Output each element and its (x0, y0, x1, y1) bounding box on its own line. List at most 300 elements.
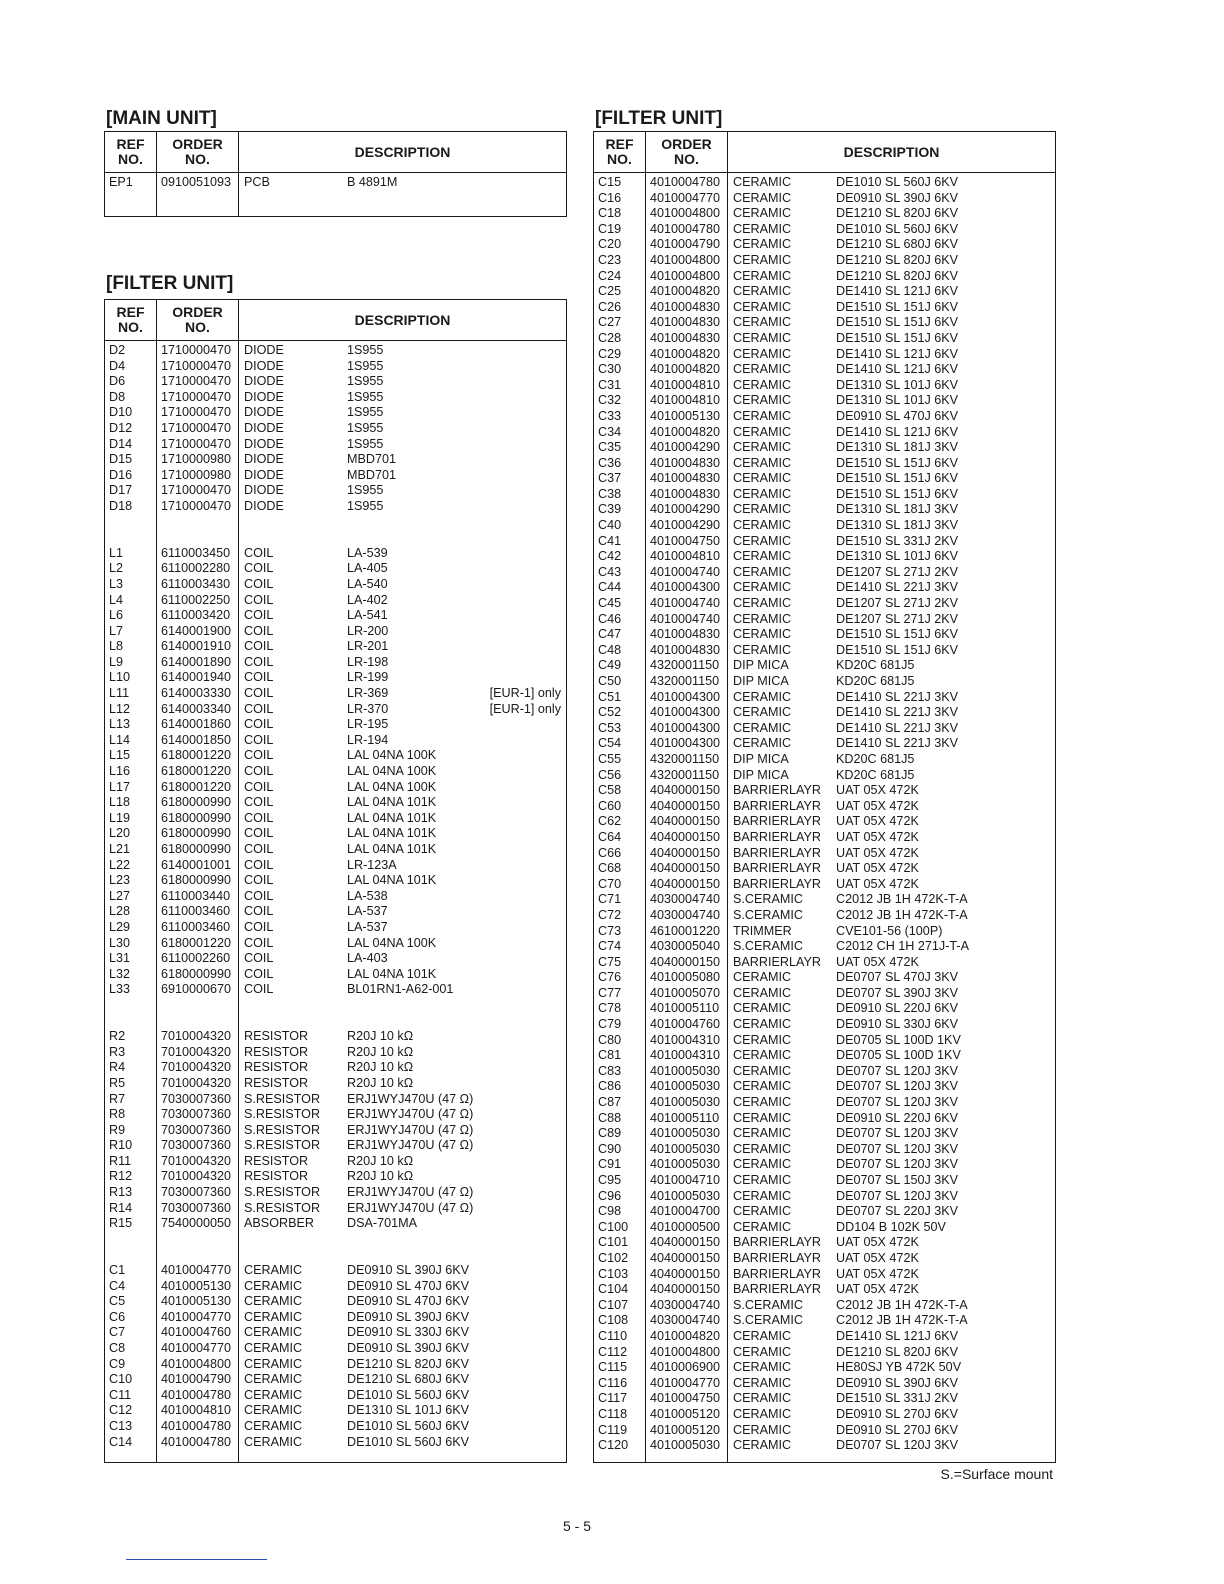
part-value: KD20C 681J5 (836, 658, 915, 673)
part-type: CERAMIC (733, 330, 792, 345)
ref-no-cell: L30 (109, 935, 131, 950)
part-type: CERAMIC (733, 1375, 792, 1390)
ref-no-cell: D17 (109, 483, 133, 498)
description-cell (244, 764, 566, 780)
order-no-cell: 4010005110 (650, 1110, 720, 1125)
ref-no-cell: L4 (109, 592, 124, 607)
part-type: CERAMIC (733, 221, 792, 236)
ref-no-cell: L17 (109, 779, 131, 794)
ref-no-cell: R9 (109, 1122, 126, 1137)
part-type: DIODE (244, 374, 284, 389)
ref-no-cell: D4 (109, 358, 126, 373)
part-value: DE1510 SL 151J 6KV (836, 455, 959, 470)
part-value: DE0910 SL 270J 6KV (836, 1422, 959, 1437)
description-cell (244, 873, 566, 889)
order-no-cell: 6140001940 (161, 670, 232, 685)
part-type: S.RESISTOR (244, 1185, 321, 1200)
part-type: CERAMIC (733, 237, 792, 252)
part-value: DE1510 SL 151J 6KV (836, 299, 959, 314)
ref-no-cell: C9 (109, 1356, 126, 1371)
part-type: CERAMIC (733, 689, 792, 704)
order-no-cell: 7540000050 (161, 1216, 232, 1231)
part-type: CERAMIC (733, 1110, 792, 1125)
order-no-cell: 6140001850 (161, 732, 232, 747)
ref-no-cell: L29 (109, 919, 131, 934)
ref-no-cell: C101 (598, 1235, 629, 1250)
part-type: DIODE (244, 343, 284, 357)
part-type: CERAMIC (733, 362, 792, 377)
part-value: KD20C 681J5 (836, 674, 915, 688)
ref-no-cell: C108 (598, 1313, 629, 1328)
description-cell (733, 456, 1055, 472)
order-no-cell: 7010004320 (161, 1044, 232, 1059)
order-no-cell: 1710000470 (161, 343, 232, 357)
part-value: DE1410 SL 121J 6KV (836, 424, 959, 439)
order-no-cell: 4010005080 (650, 970, 721, 985)
part-type: S.RESISTOR (244, 1091, 321, 1106)
description-cell (733, 1017, 1055, 1033)
ref-no-cell: D16 (109, 467, 133, 482)
part-value: LAL 04NA 101K (347, 826, 437, 841)
ref-no-cell: C72 (598, 907, 622, 922)
ref-no-cell: R4 (109, 1060, 126, 1075)
part-value: BL01RN1-A62-001 (347, 982, 454, 997)
part-type: RESISTOR (244, 1029, 309, 1044)
ref-no-cell: C50 (598, 674, 622, 688)
row-spacer (109, 1247, 156, 1263)
ref-no-cell: C8 (109, 1341, 126, 1355)
ref-no-cell: L23 (109, 873, 131, 888)
part-value: LR-370 (347, 701, 389, 716)
part-type: CERAMIC (733, 1391, 792, 1406)
description-cell (244, 1325, 566, 1341)
ref-no-cell: C116 (598, 1375, 628, 1390)
description-cell (244, 686, 566, 702)
description-cell (733, 1064, 1055, 1080)
part-type: BARRIERLAYR (733, 1282, 821, 1297)
part-type: CERAMIC (244, 1434, 303, 1449)
order-no-cell: 6180001220 (161, 779, 232, 794)
part-type: DIODE (244, 389, 284, 404)
ref-no-cell: C104 (598, 1282, 629, 1297)
ref-no-cell: C39 (598, 502, 622, 517)
order-no-cell: 6180000990 (161, 795, 232, 810)
ref-no-cell: C73 (598, 923, 622, 938)
part-value: 1S955 (347, 420, 384, 435)
part-value: DE0707 SL 150J 3KV (836, 1173, 959, 1187)
part-value: R20J 10 kΩ (347, 1029, 414, 1044)
part-type: CERAMIC (733, 1173, 792, 1187)
part-value: DE0707 SL 220J 3KV (836, 1204, 959, 1219)
version-note: [EUR-1] only (489, 701, 561, 716)
ref-no-cell: L32 (109, 966, 131, 981)
part-type: CERAMIC (733, 627, 792, 642)
part-value: LA-538 (347, 888, 388, 903)
part-type: CERAMIC (733, 549, 792, 564)
table-body (594, 173, 1055, 1463)
part-type: S.CERAMIC (733, 907, 803, 922)
part-value: DE1510 SL 151J 6KV (836, 642, 959, 657)
ref-no-cell: C36 (598, 455, 622, 470)
part-type: COIL (244, 919, 274, 934)
part-value: C2012 CH 1H 271J-T-A (836, 939, 969, 954)
description-cell (733, 1173, 1055, 1189)
part-value: UAT 05X 472K (836, 829, 919, 844)
ref-column (594, 173, 646, 1463)
description-cell (244, 1029, 566, 1045)
part-type: CERAMIC (733, 206, 792, 221)
description-cell (733, 269, 1055, 285)
part-value: DE1510 SL 151J 6KV (836, 486, 959, 501)
order-no-cell: 4010004770 (161, 1341, 232, 1355)
part-type: COIL (244, 795, 274, 810)
part-value: UAT 05X 472K (836, 814, 919, 829)
part-value: LAL 04NA 100K (347, 748, 437, 763)
order-no-cell: 4010004300 (650, 705, 721, 720)
ref-no-cell: L27 (109, 888, 131, 903)
part-value: R20J 10 kΩ (347, 1060, 414, 1075)
order-no-cell: 6180001220 (161, 748, 232, 763)
part-type: BARRIERLAYR (733, 876, 821, 891)
part-type: CERAMIC (733, 518, 792, 533)
part-value: LR-195 (347, 717, 389, 732)
description-cell (733, 830, 1055, 846)
part-value: LAL 04NA 101K (347, 795, 437, 810)
part-value: DE1210 SL 820J 6KV (836, 252, 959, 267)
order-no-cell: 4040000150 (650, 861, 721, 876)
description-cell (244, 795, 566, 811)
order-no-cell: 4030004740 (650, 892, 721, 907)
ref-no-cell: C55 (598, 751, 622, 766)
order-column (157, 173, 239, 217)
part-value: DE1010 SL 560J 6KV (347, 1387, 470, 1402)
ref-no-cell: C1 (109, 1263, 126, 1278)
part-value: DD104 B 102K 50V (836, 1219, 946, 1234)
part-value: DE1410 SL 221J 3KV (836, 736, 959, 751)
description-cell (733, 721, 1055, 737)
ref-no-cell: C75 (598, 954, 622, 969)
part-value: LA-541 (347, 608, 388, 623)
order-no-cell: 4010004300 (650, 689, 721, 704)
ref-no-cell: C41 (598, 533, 622, 548)
ref-no-cell: D2 (109, 343, 126, 357)
part-type: CERAMIC (733, 1001, 792, 1016)
order-no-cell: 7030007360 (161, 1091, 232, 1106)
part-value: DE0707 SL 470J 3KV (836, 970, 959, 985)
order-no-cell: 4040000150 (650, 845, 721, 860)
part-value: UAT 05X 472K (836, 783, 919, 798)
ref-no-cell: C76 (598, 970, 622, 985)
part-type: CERAMIC (733, 1219, 792, 1234)
part-type: COIL (244, 857, 274, 872)
order-no-cell: 7030007360 (161, 1185, 232, 1200)
row-spacer (109, 1232, 156, 1248)
ref-no-cell: C43 (598, 564, 622, 579)
part-value: LA-403 (347, 951, 388, 966)
part-type: CERAMIC (244, 1341, 303, 1355)
description-cell (244, 390, 566, 406)
row-spacer (109, 515, 156, 531)
ref-no-cell: C100 (598, 1219, 629, 1234)
part-type: CERAMIC (733, 377, 792, 392)
part-type: CERAMIC (244, 1356, 303, 1371)
part-value: DE0910 SL 390J 6KV (347, 1341, 470, 1355)
description-cell (244, 733, 566, 749)
part-type: CERAMIC (733, 596, 792, 611)
part-type: CERAMIC (733, 315, 792, 330)
part-value: DE0705 SL 100D 1KV (836, 1032, 961, 1047)
order-no-cell: 4010004810 (650, 377, 721, 392)
part-type: S.CERAMIC (733, 1313, 803, 1328)
ref-no-cell: C83 (598, 1063, 622, 1078)
part-value: DE0707 SL 120J 3KV (836, 1438, 959, 1453)
order-no-cell: 4040000150 (650, 1235, 721, 1250)
ref-no-cell: C51 (598, 689, 622, 704)
description-cell (244, 1294, 566, 1310)
order-no-cell: 6140001001 (161, 857, 232, 872)
part-type: BARRIERLAYR (733, 1266, 821, 1281)
part-value: DE0707 SL 390J 3KV (836, 985, 959, 1000)
description-cell (733, 705, 1055, 721)
description-cell (733, 1423, 1055, 1439)
order-no-cell: 4010004290 (650, 502, 721, 517)
description-cell (733, 612, 1055, 628)
row-spacer (161, 1232, 238, 1248)
part-value: DE1207 SL 271J 2KV (836, 596, 959, 611)
order-no-cell: 4010005030 (650, 1079, 721, 1094)
part-value: ERJ1WYJ470U (47 Ω) (347, 1200, 474, 1215)
ref-no-cell: C11 (109, 1387, 132, 1402)
order-no-cell: 6180001220 (161, 764, 232, 779)
description-cell (244, 1185, 566, 1201)
ref-no-cell: C20 (598, 237, 622, 252)
part-type: CERAMIC (244, 1294, 303, 1309)
description-cell (733, 222, 1055, 238)
order-no-cell: 1710000470 (161, 358, 232, 373)
row-spacer (244, 1247, 566, 1263)
ref-no-cell: D18 (109, 498, 133, 513)
part-type: CERAMIC (733, 1406, 792, 1421)
description-cell (733, 1157, 1055, 1173)
description-cell (733, 674, 1055, 690)
ref-no-cell: R12 (109, 1169, 133, 1184)
description-cell (733, 1267, 1055, 1283)
ref-no-cell: C112 (598, 1344, 628, 1359)
part-value: DE1010 SL 560J 6KV (347, 1434, 470, 1449)
ref-no-cell: C88 (598, 1110, 622, 1125)
part-value: DE1410 SL 221J 3KV (836, 580, 959, 595)
description-cell (244, 670, 566, 686)
order-no-cell: 1710000470 (161, 498, 232, 513)
order-no-cell: 4010004310 (650, 1048, 721, 1063)
part-value: DE1510 SL 331J 2KV (836, 1391, 959, 1406)
description-cell (733, 393, 1055, 409)
description-cell (733, 814, 1055, 830)
description-cell (244, 967, 566, 983)
part-type: DIODE (244, 358, 284, 373)
description-cell (244, 468, 566, 484)
ref-no-cell: C44 (598, 580, 622, 595)
ref-no-cell: L15 (109, 748, 131, 763)
order-no-cell: 6140003340 (161, 701, 232, 716)
ref-no-cell: L33 (109, 982, 131, 997)
part-type: CERAMIC (733, 268, 792, 283)
part-value: DE1410 SL 221J 3KV (836, 720, 959, 735)
description-cell (733, 206, 1055, 222)
table-header (105, 132, 566, 173)
part-value: DE0910 SL 390J 6KV (836, 190, 959, 205)
description-cell (244, 889, 566, 905)
order-no-cell: 4010004790 (161, 1372, 232, 1387)
ref-no-cell: L10 (109, 670, 131, 685)
part-type: COIL (244, 779, 274, 794)
description-cell (244, 780, 566, 796)
part-type: CERAMIC (733, 1344, 792, 1359)
part-value: LR-123A (347, 857, 397, 872)
part-type: CERAMIC (733, 393, 792, 408)
order-no-cell: 6140001900 (161, 623, 232, 638)
description-cell (733, 658, 1055, 674)
ref-no-cell: C86 (598, 1079, 622, 1094)
description-cell (733, 1376, 1055, 1392)
part-value: UAT 05X 472K (836, 845, 919, 860)
part-value: DE0910 SL 470J 6KV (347, 1294, 470, 1309)
part-type: BARRIERLAYR (733, 1250, 821, 1265)
order-no-cell: 6180000990 (161, 966, 232, 981)
description-cell (733, 799, 1055, 815)
description-cell (733, 518, 1055, 534)
description-cell (733, 986, 1055, 1002)
part-value: DE1010 SL 560J 6KV (836, 175, 959, 189)
order-no-cell: 4040000150 (650, 876, 721, 891)
order-no-cell: 7010004320 (161, 1169, 232, 1184)
part-value: R20J 10 kΩ (347, 1153, 414, 1168)
part-value: DE0705 SL 100D 1KV (836, 1048, 961, 1063)
order-no-cell: 4010005070 (650, 985, 721, 1000)
description-cell (733, 331, 1055, 347)
part-type: CERAMIC (244, 1325, 303, 1340)
ref-no-cell: C79 (598, 1017, 622, 1032)
description-cell (244, 374, 566, 390)
description-cell (733, 690, 1055, 706)
description-cell (733, 440, 1055, 456)
part-value: UAT 05X 472K (836, 1266, 919, 1281)
description-cell (244, 359, 566, 375)
order-no-cell: 4010000500 (650, 1219, 721, 1234)
table-body (105, 341, 566, 1463)
part-value: R20J 10 kΩ (347, 1169, 414, 1184)
description-cell (244, 175, 566, 191)
description-cell (733, 939, 1055, 955)
part-value: DE1510 SL 151J 6KV (836, 315, 959, 330)
description-cell (733, 471, 1055, 487)
part-value: DE0707 SL 120J 3KV (836, 1063, 959, 1078)
ref-no-cell: C37 (598, 471, 622, 486)
order-no-cell: 4030005040 (650, 939, 721, 954)
ref-no-cell: C24 (598, 268, 622, 283)
part-type: CERAMIC (733, 455, 792, 470)
part-type: CERAMIC (733, 580, 792, 595)
part-type: CERAMIC (733, 502, 792, 517)
description-cell (733, 1189, 1055, 1205)
part-value: UAT 05X 472K (836, 876, 919, 891)
ref-no-cell: R11 (109, 1153, 132, 1168)
part-value: MBD701 (347, 467, 396, 482)
part-value: LAL 04NA 101K (347, 842, 437, 856)
description-cell (244, 842, 566, 858)
ref-no-cell: L18 (109, 795, 131, 810)
order-no-cell: 4010004770 (161, 1309, 232, 1324)
part-value: DE1510 SL 151J 6KV (836, 471, 959, 486)
description-cell (733, 300, 1055, 316)
part-type: DIODE (244, 436, 284, 451)
description-cell (244, 343, 566, 359)
part-value: ERJ1WYJ470U (47 Ω) (347, 1107, 474, 1122)
order-no-cell: 4010004310 (650, 1032, 721, 1047)
description-cell (733, 596, 1055, 612)
part-type: S.CERAMIC (733, 892, 803, 907)
order-no-cell: 6110003460 (161, 919, 231, 934)
description-cell (244, 452, 566, 468)
order-no-cell: 7010004320 (161, 1029, 232, 1044)
description-cell (244, 1060, 566, 1076)
description-cell (733, 643, 1055, 659)
ref-no-cell: C81 (598, 1048, 622, 1063)
part-value: DE0910 SL 330J 6KV (836, 1017, 959, 1032)
part-type: BARRIERLAYR (733, 954, 821, 969)
order-no-cell: 4030004740 (650, 1313, 721, 1328)
ref-no-cell: L9 (109, 654, 124, 669)
order-no-cell: 4010004820 (650, 1328, 721, 1343)
description-column (239, 341, 566, 1463)
order-no-cell: 4010004800 (650, 252, 721, 267)
ref-no-cell: R2 (109, 1029, 126, 1044)
order-no-cell: 4040000150 (650, 814, 721, 829)
part-value: LAL 04NA 100K (347, 935, 437, 950)
part-type: COIL (244, 951, 274, 966)
order-no-cell: 4040000150 (650, 783, 721, 798)
part-value: DE1410 SL 221J 3KV (836, 705, 959, 720)
part-value: 1S955 (347, 374, 384, 389)
order-no-cell: 1710000470 (161, 483, 232, 498)
ref-no-cell: C87 (598, 1095, 622, 1110)
order-no-cell: 4010004290 (650, 440, 721, 455)
ref-no-cell: C96 (598, 1188, 622, 1203)
order-no-cell: 4010005110 (650, 1001, 720, 1016)
part-value: DE1210 SL 820J 6KV (836, 206, 959, 221)
ref-no-cell: EP1 (109, 175, 133, 189)
part-type: CERAMIC (733, 1017, 792, 1032)
description-cell (244, 936, 566, 952)
description-cell (244, 1279, 566, 1295)
order-no-cell: 4010005120 (650, 1406, 721, 1421)
part-type: CERAMIC (733, 564, 792, 579)
ref-no-cell: C89 (598, 1126, 622, 1141)
part-type: COIL (244, 966, 274, 981)
part-type: BARRIERLAYR (733, 861, 821, 876)
order-no-cell: 4010004820 (650, 346, 721, 361)
ref-no-cell: C71 (598, 892, 622, 907)
part-value: 1S955 (347, 483, 384, 498)
description-header: DESCRIPTION (354, 311, 451, 328)
part-type: S.CERAMIC (733, 939, 803, 954)
description-cell (733, 861, 1055, 877)
ref-column (105, 341, 157, 1463)
ref-no-cell: C58 (598, 783, 622, 798)
part-value: DE0910 SL 390J 6KV (347, 1263, 470, 1278)
description-cell (244, 811, 566, 827)
part-value: R20J 10 kΩ (347, 1075, 414, 1090)
